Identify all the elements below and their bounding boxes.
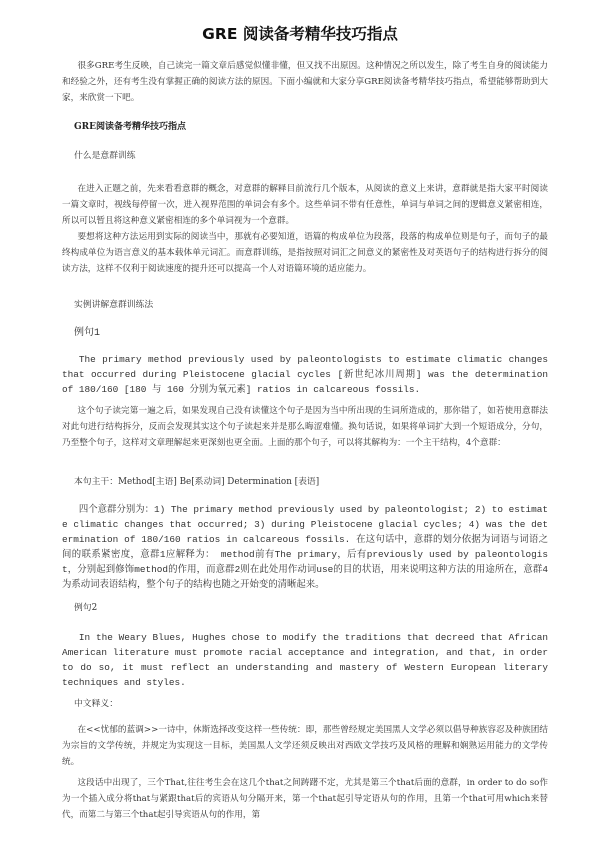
paragraph-three-that-analysis: 这段话中出现了，三个That,往往考生会在这几个that之间踌躇不定，尤其是第三个that后面的意群，in order to do so作为一个插入成分将that与紧跟that后的宾语从句分隔开来，第一个that起引导定语从句的作用，且第一个that可用which来替代，而第二与第三个that起引导宾语从句的作用，第: [62, 778, 548, 820]
translation-label: 中文释义：: [74, 699, 118, 709]
paragraph-four-sense-groups: 四个意群分别为：1) The primary method previously used by paleontologist; 2) to estimate climatic changes that occurred; 3) during Pleistocene glacial cycles; 4) was the determination of 180/160 ratios in calcareous fossils. 在这句话中，意群的划分依据为词语与词语之间的联系紧密度，意群1应解释为： method前有The primary，后有previously used by paleontologist，分别起到修饰method的作用，而意群2则在此处用作动词use的目的状语，用来说明这种方法的用途所在，意群4为系动词表语结构，整个句子的结构也随之开始变的清晰起来。: [62, 504, 548, 590]
sentence-trunk-line: 本句主干：Method[主语] Be[系动词] Determination [表语]: [74, 477, 320, 487]
example-1-label: 例句1: [74, 328, 101, 339]
paragraph-sense-group-method: 要想将这种方法运用到实际的阅读当中，那就有必要知道，语篇的构成单位为段落，段落的构成单位则是句子，而句子的最终构成单位为语言意义的基本载体单元词汇。而意群训练，是指按照对词汇之间意义的紧密性及对英语句子的结构进行拆分的阅读方法，这样不仅利于阅读速度的提升还可以提高一个人对语篇环境的适应能力。: [62, 232, 548, 274]
intro-paragraph: 很多GRE考生反映，自己读完一篇文章后感觉似懂非懂，但又找不出原因。这种情况之所以发生，除了考生自身的阅读能力和经验之外，还有考生没有掌握正确的阅读方法的原因。下面小编就和大家分享GRE阅读备考精华技巧指点，希望能够帮助到大家，来欣赏一下吧。: [62, 61, 548, 103]
example-2-sentence: In the Weary Blues, Hughes chose to modify the traditions that decreed that African American literature must promote racial acceptance and integration, and that, in order to do so, it must reflect an understanding and mastery of Western European literary techniques and styles.: [62, 632, 548, 688]
paragraph-sense-group-definition: 在进入正题之前，先来看看意群的概念，对意群的解释目前流行几个版本，从阅读的意义上来讲，意群就是指大家平时阅读一篇文章时，视线每停留一次，进入视界范围的单词会有多个。这些单词不带有任意性，单词与单词之间的逻辑意义紧密相连，所以可以暂且将这种意义紧密相连的多个单词视为一个意群。: [62, 184, 548, 226]
section-heading: GRE阅读备考精华技巧指点: [74, 122, 187, 132]
document-title: GRE 阅读备考精华技巧指点: [202, 25, 398, 43]
paragraph-example-1-analysis: 这个句子读完第一遍之后，如果发现自己没有读懂这个句子是因为当中所出现的生词所造成的，那你错了，如若使用意群法对此句进行结构拆分，反而会发现其实这个句子读起来并是那么晦涩难懂。换句话说，如果将单词扩大到一个短语成分，分句，乃至整个句子，这样对文章理解起来更深刻也更全面。上面的那个句子，可以将其解构为：一个主干结构，4个意群：: [62, 406, 548, 448]
example-2-label: 例句2: [74, 603, 98, 613]
subheading-what-is-sense-group: 什么是意群训练: [74, 151, 136, 161]
subheading-examples: 实例讲解意群训练法: [74, 300, 154, 310]
paragraph-chinese-translation: 在<<忧郁的蓝调>>一诗中，休斯选择改变这样一些传统：即，那些曾经规定美国黑人文学必须以倡导种族容忍及种族团结为宗旨的文学传统，并规定为实现这一目标，美国黑人文学还须反映出对西欧文学技巧及风格的理解和娴熟运用能力的文学传统。: [62, 725, 548, 767]
example-1-sentence: The primary method previously used by paleontologists to estimate climatic changes that occurred during Pleistocene glacial cycles [新世纪冰川周期] was the determination of 180/160 [180 与 160 分别为氧元素] ratios in calcareous fossils.: [62, 354, 548, 395]
